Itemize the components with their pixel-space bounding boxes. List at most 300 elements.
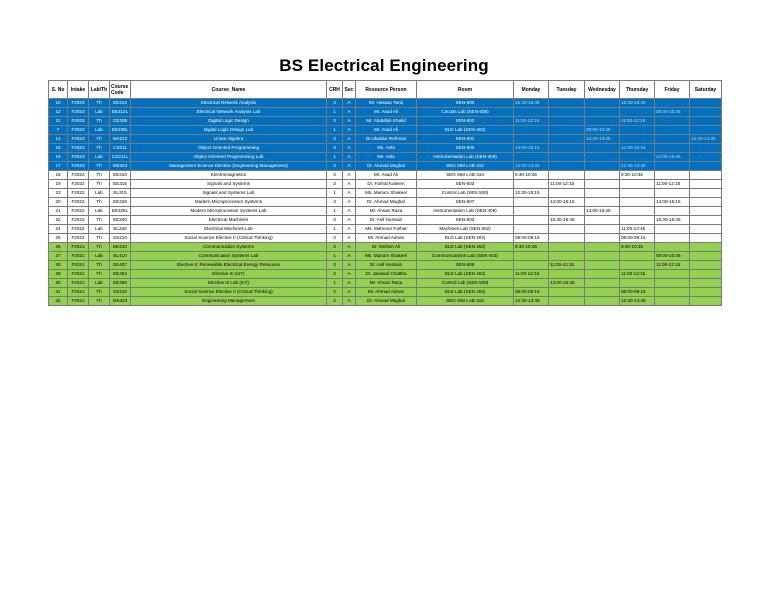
cell-thursday (620, 216, 655, 225)
cell-friday (655, 171, 690, 180)
cell-course-code: EE315 (110, 180, 131, 189)
cell-saturday: 12:30-13:45 (690, 135, 722, 144)
cell-resource-person: Dr. Farhat Kaleem (356, 180, 417, 189)
cell-room: DLD Lab (SEN 402) (417, 288, 514, 297)
cell-crh: 3 (327, 198, 343, 207)
cell-sec: A (343, 180, 356, 189)
cell-sec: A (343, 135, 356, 144)
table-row (49, 252, 722, 261)
cell-saturday (690, 171, 722, 180)
cell-resource-person: Mr. Hassan Tariq (356, 99, 417, 108)
cell-sno: 17 (49, 162, 68, 171)
cell-sno: 22 (49, 216, 68, 225)
cell-saturday (690, 297, 722, 306)
cell-friday (655, 144, 690, 153)
cell-lab-th: Lab (89, 108, 110, 117)
cell-course-name: Digital Logic Design (131, 117, 327, 126)
cell-course-name: Modern Microprocessor Systems Lab (131, 207, 327, 216)
table-row (49, 189, 722, 198)
cell-lab-th: Th (89, 270, 110, 279)
table-row (49, 126, 722, 135)
cell-friday: 15:30-16:45 (655, 216, 690, 225)
cell-intake: F2021 (68, 288, 89, 297)
cell-saturday (690, 207, 722, 216)
cell-course-name: Social Science Elective II (Critical Thinking) (131, 234, 327, 243)
cell-course-name: Elective III Lab (IoT) (131, 279, 327, 288)
cell-wednesday: 14:00-16:45 (585, 207, 620, 216)
table-row (49, 234, 722, 243)
cell-wednesday (585, 252, 620, 261)
cell-room: Instrumentation Lab (SEN 409) (417, 207, 514, 216)
cell-room: Circuits Lab (SEN-408) (417, 108, 514, 117)
cell-sno: 28 (49, 261, 68, 270)
cell-saturday (690, 162, 722, 171)
column-header-course-name: Course_Name (131, 81, 327, 99)
cell-sec: A (343, 144, 356, 153)
cell-monday: 08:00-09:15 (514, 288, 549, 297)
cell-wednesday (585, 234, 620, 243)
cell-thursday: 14:00-15:15 (620, 144, 655, 153)
cell-saturday (690, 243, 722, 252)
cell-sec: A (343, 126, 356, 135)
cell-friday: 11:00-12:15 (655, 180, 690, 189)
cell-monday (514, 180, 549, 189)
cell-tuesday (549, 144, 585, 153)
cell-wednesday (585, 117, 620, 126)
cell-monday: 12:30-15:15 (514, 189, 549, 198)
cell-course-code: EE407 (110, 261, 131, 270)
cell-lab-th: Lab (89, 189, 110, 198)
table-row (49, 171, 722, 180)
cell-sec: A (343, 117, 356, 126)
cell-tuesday (549, 108, 585, 117)
cell-course-name: Electrical Network Analysis (131, 99, 327, 108)
cell-sno: 15 (49, 144, 68, 153)
cell-friday (655, 207, 690, 216)
cell-crh: 3 (327, 144, 343, 153)
cell-resource-person: Mr. Ahsan Raza (356, 279, 417, 288)
cell-friday (655, 243, 690, 252)
cell-course-name: Linear Algebra (131, 135, 327, 144)
cell-sno: 31 (49, 288, 68, 297)
cell-wednesday (585, 162, 620, 171)
cell-crh: 3 (327, 270, 343, 279)
cell-thursday (620, 189, 655, 198)
cell-wednesday (585, 198, 620, 207)
cell-course-code: EE453 (110, 270, 131, 279)
cell-course-name: Electromagnetics (131, 171, 327, 180)
cell-thursday (620, 153, 655, 162)
cell-sno: 24 (49, 225, 68, 234)
cell-course-code: EE310 (110, 171, 131, 180)
cell-sec: A (343, 198, 356, 207)
cell-tuesday: 14:00-15:15 (549, 198, 585, 207)
cell-course-name: Social Science Elective II (Critical Thinking) (131, 288, 327, 297)
cell-friday (655, 162, 690, 171)
cell-monday: 14:00-15:15 (514, 144, 549, 153)
cell-wednesday (585, 288, 620, 297)
cell-course-code: SS210 (110, 234, 131, 243)
cell-crh: 1 (327, 108, 343, 117)
cell-course-code: EL340 (110, 225, 131, 234)
cell-thursday: 9:30-10:45 (620, 243, 655, 252)
column-header-room: Room (417, 81, 514, 99)
cell-saturday (690, 225, 722, 234)
table-row (49, 117, 722, 126)
cell-room: SEN-603 (417, 99, 514, 108)
cell-sno: 16 (49, 153, 68, 162)
cell-resource-person: Dr.Ubaidur Rehman (356, 135, 417, 144)
table-row (49, 135, 722, 144)
cell-saturday (690, 216, 722, 225)
table-row (49, 153, 722, 162)
cell-course-code: CS211 (110, 144, 131, 153)
cell-course-name: Digital Logic Design Lab (131, 126, 327, 135)
cell-resource-person: Dr. Asif Hussain (356, 216, 417, 225)
cell-lab-th: Th (89, 243, 110, 252)
cell-wednesday (585, 171, 620, 180)
timetable (48, 80, 722, 306)
cell-sec: A (343, 153, 356, 162)
cell-course-name: Engineering Management (131, 297, 327, 306)
cell-thursday (620, 207, 655, 216)
cell-saturday (690, 180, 722, 189)
cell-monday (514, 198, 549, 207)
table-row (49, 144, 722, 153)
cell-tuesday (549, 162, 585, 171)
cell-crh: 2 (327, 288, 343, 297)
cell-sec: A (343, 216, 356, 225)
cell-wednesday (585, 297, 620, 306)
cell-lab-th: Th (89, 180, 110, 189)
cell-crh: 3 (327, 117, 343, 126)
cell-friday: 08:00-10:45 (655, 108, 690, 117)
table-row (49, 198, 722, 207)
table-row (49, 108, 722, 117)
table-row (49, 162, 722, 171)
cell-lab-th: Th (89, 216, 110, 225)
cell-sec: A (343, 270, 356, 279)
cell-wednesday (585, 261, 620, 270)
table-row (49, 270, 722, 279)
header-row (49, 81, 722, 99)
cell-monday (514, 108, 549, 117)
cell-wednesday (585, 279, 620, 288)
cell-wednesday (585, 225, 620, 234)
cell-intake: F2021 (68, 243, 89, 252)
cell-tuesday (549, 225, 585, 234)
cell-tuesday: 15:30-16:45 (549, 216, 585, 225)
cell-monday (514, 126, 549, 135)
cell-lab-th: Lab (89, 225, 110, 234)
cell-sec: A (343, 243, 356, 252)
cell-friday: 08:00-10:45 (655, 252, 690, 261)
column-header-resource-person: Resource Person (356, 81, 417, 99)
cell-wednesday (585, 153, 620, 162)
cell-room: DLD Lab (SEN 402) (417, 234, 514, 243)
cell-resource-person: Mr. Ahmad Adnan (356, 288, 417, 297)
cell-wednesday (585, 243, 620, 252)
cell-intake: F2021 (68, 297, 89, 306)
cell-room: Control Lab (SEN 509) (417, 189, 514, 198)
cell-sec: A (343, 279, 356, 288)
cell-intake: F2021 (68, 279, 89, 288)
cell-sno: 23 (49, 189, 68, 198)
cell-friday: 11:00-12:15 (655, 261, 690, 270)
cell-sno: 25 (49, 234, 68, 243)
cell-room: DLD Lab (SEN-402) (417, 126, 514, 135)
cell-course-name: Object Oriented Programming Lab (131, 153, 327, 162)
cell-friday (655, 234, 690, 243)
cell-resource-person: Mr. Abdullah Khalid (356, 117, 417, 126)
cell-course-name: Electrical Machines Lab (131, 225, 327, 234)
cell-crh: 3 (327, 234, 343, 243)
cell-lab-th: Th (89, 171, 110, 180)
cell-resource-person: Mr. Ahsan Raza (356, 207, 417, 216)
cell-resource-person: Dr. Ahmad Mughal (356, 297, 417, 306)
cell-sec: A (343, 207, 356, 216)
cell-thursday (620, 180, 655, 189)
cell-friday (655, 135, 690, 144)
cell-resource-person: Ms. Mahnoor Farhat (356, 225, 417, 234)
cell-thursday (620, 135, 655, 144)
cell-monday (514, 135, 549, 144)
cell-course-name: Signals and Systems (131, 180, 327, 189)
column-header-lab-th: Lab/Th (89, 81, 110, 99)
cell-room: DLD Lab (SEN 402) (417, 243, 514, 252)
cell-intake: F2023 (68, 135, 89, 144)
cell-course-code: SS210 (110, 288, 131, 297)
cell-saturday (690, 234, 722, 243)
cell-monday: 12:30-13:45 (514, 297, 549, 306)
cell-course-name: Electrical Machines (131, 216, 327, 225)
cell-thursday (620, 252, 655, 261)
cell-thursday: 12:30-13:45 (620, 162, 655, 171)
cell-sec: A (343, 108, 356, 117)
cell-course-code: EE328 (110, 198, 131, 207)
cell-intake: F2023 (68, 162, 89, 171)
table-row (49, 297, 722, 306)
cell-resource-person: Ms. Marium Shakeel (356, 252, 417, 261)
cell-course-code: MA212 (110, 135, 131, 144)
cell-course-name: Electrical Network Analysis Lab (131, 108, 327, 117)
cell-intake: F2022 (68, 198, 89, 207)
table-row (49, 99, 722, 108)
cell-friday (655, 117, 690, 126)
cell-saturday (690, 153, 722, 162)
cell-tuesday (549, 135, 585, 144)
cell-thursday: 11:00-13:45 (620, 225, 655, 234)
cell-monday: 15:30-16:45 (514, 99, 549, 108)
cell-saturday (690, 279, 722, 288)
cell-crh: 1 (327, 126, 343, 135)
cell-sno: 14 (49, 135, 68, 144)
cell-lab-th: Lab (89, 207, 110, 216)
cell-sno: 30 (49, 279, 68, 288)
cell-saturday (690, 252, 722, 261)
cell-room: SEN-601 (417, 135, 514, 144)
cell-lab-th: Th (89, 135, 110, 144)
cell-saturday (690, 108, 722, 117)
cell-course-code: EE328L (110, 207, 131, 216)
cell-crh: 3 (327, 162, 343, 171)
cell-lab-th: Th (89, 261, 110, 270)
table-row (49, 279, 722, 288)
cell-monday: 9:30-10:45 (514, 171, 549, 180)
cell-tuesday: 14:00-16:45 (549, 279, 585, 288)
cell-tuesday: 11:00-12:15 (549, 180, 585, 189)
cell-room: Instrumentation Lab (SEN-409) (417, 153, 514, 162)
cell-crh: 3 (327, 135, 343, 144)
cell-lab-th: Th (89, 117, 110, 126)
cell-sec: A (343, 225, 356, 234)
cell-monday (514, 225, 549, 234)
cell-crh: 1 (327, 279, 343, 288)
cell-saturday (690, 189, 722, 198)
cell-wednesday (585, 180, 620, 189)
cell-sno: 11 (49, 117, 68, 126)
cell-resource-person: Mr. Asad Ali (356, 108, 417, 117)
cell-resource-person: Dr. Ahmad Mughal (356, 162, 417, 171)
cell-intake: F2022 (68, 225, 89, 234)
cell-tuesday: 11:00-12:15 (549, 261, 585, 270)
cell-monday: 12:30-13:45 (514, 162, 549, 171)
cell-wednesday: 08:00-10:45 (585, 126, 620, 135)
cell-lab-th: Th (89, 297, 110, 306)
cell-room: SEN-603 (417, 216, 514, 225)
cell-sno: 18 (49, 171, 68, 180)
cell-thursday (620, 261, 655, 270)
cell-wednesday: 12:30-13:45 (585, 135, 620, 144)
column-header-wednesday: Wednesday (585, 81, 620, 99)
cell-lab-th: Th (89, 234, 110, 243)
table-row (49, 243, 722, 252)
cell-crh: 3 (327, 171, 343, 180)
cell-lab-th: Lab (89, 252, 110, 261)
cell-sno: 19 (49, 180, 68, 189)
cell-sno: 12 (49, 108, 68, 117)
cell-resource-person: Dr. Jawwad Chattha (356, 270, 417, 279)
cell-sno: 29 (49, 270, 68, 279)
cell-course-code: MS323 (110, 162, 131, 171)
cell-course-code: EL410 (110, 252, 131, 261)
cell-room: SEN SIM LAB 310 (417, 171, 514, 180)
cell-resource-person: Mr. Asad Ali (356, 171, 417, 180)
cell-lab-th: Th (89, 144, 110, 153)
cell-thursday: 11:00-12:15 (620, 117, 655, 126)
cell-course-code: MS323 (110, 297, 131, 306)
cell-sno: 27 (49, 252, 68, 261)
cell-tuesday (549, 288, 585, 297)
cell-friday: 14:00-15:15 (655, 198, 690, 207)
cell-thursday: 12:30-13:45 (620, 297, 655, 306)
cell-sno: 26 (49, 243, 68, 252)
cell-intake: F2022 (68, 171, 89, 180)
cell-intake: F2023 (68, 117, 89, 126)
cell-course-code: EE212 (110, 99, 131, 108)
table-row (49, 207, 722, 216)
cell-intake: F2021 (68, 252, 89, 261)
cell-wednesday (585, 108, 620, 117)
cell-lab-th: Lab (89, 279, 110, 288)
cell-saturday (690, 198, 722, 207)
column-header-thursday: Thursday (620, 81, 655, 99)
cell-resource-person: Mr. Ahmad Adnan (356, 234, 417, 243)
cell-wednesday (585, 216, 620, 225)
cell-sec: A (343, 288, 356, 297)
cell-friday (655, 297, 690, 306)
cell-tuesday (549, 126, 585, 135)
cell-monday (514, 153, 549, 162)
cell-crh: 3 (327, 261, 343, 270)
column-header-tuesday: Tuesday (549, 81, 585, 99)
cell-course-code: CS211L (110, 153, 131, 162)
cell-sno: 10 (49, 99, 68, 108)
cell-intake: F2021 (68, 261, 89, 270)
column-header-saturday: Saturday (690, 81, 722, 99)
cell-intake: F2023 (68, 153, 89, 162)
cell-thursday: 08:00-09:15 (620, 234, 655, 243)
cell-room: SEN-603 (417, 144, 514, 153)
column-header-intake: Intake (68, 81, 89, 99)
cell-room: SEN-603 (417, 180, 514, 189)
cell-resource-person: Dr. Asif Hussain (356, 261, 417, 270)
cell-room: DLD Lab (SEN 402) (417, 270, 514, 279)
cell-friday (655, 189, 690, 198)
cell-room: Control Lab (SEN 509) (417, 279, 514, 288)
cell-tuesday (549, 297, 585, 306)
cell-sec: A (343, 297, 356, 306)
cell-intake: F2023 (68, 108, 89, 117)
cell-saturday (690, 288, 722, 297)
cell-course-name: Elective III (IoT) (131, 270, 327, 279)
cell-crh: 1 (327, 207, 343, 216)
cell-saturday (690, 144, 722, 153)
table-row (49, 288, 722, 297)
cell-sno: 32 (49, 297, 68, 306)
table-row (49, 261, 722, 270)
table-row (49, 180, 722, 189)
cell-course-name: Communication Systems Lab (131, 252, 327, 261)
column-header-crh: CRH (327, 81, 343, 99)
cell-friday (655, 279, 690, 288)
cell-resource-person: Dr. Mohsin Ali (356, 243, 417, 252)
cell-resource-person: Dr. Ahmad Mughal (356, 198, 417, 207)
cell-course-code: EL315 (110, 189, 131, 198)
cell-room: SEN SIM LAB 310 (417, 162, 514, 171)
cell-monday (514, 207, 549, 216)
cell-tuesday (549, 117, 585, 126)
cell-tuesday (549, 234, 585, 243)
column-header-sno: S. No (49, 81, 68, 99)
cell-sec: A (343, 252, 356, 261)
cell-course-code: EE239L (110, 126, 131, 135)
cell-crh: 1 (327, 225, 343, 234)
column-header-sec: Sec (343, 81, 356, 99)
cell-thursday: 9:30-10:45 (620, 171, 655, 180)
cell-friday (655, 126, 690, 135)
cell-crh: 2 (327, 297, 343, 306)
cell-friday (655, 99, 690, 108)
cell-resource-person: Ms. Asfa (356, 144, 417, 153)
table-row (49, 225, 722, 234)
cell-wednesday (585, 99, 620, 108)
cell-sec: A (343, 189, 356, 198)
cell-course-name: Object Oriented Programming (131, 144, 327, 153)
cell-sno: 21 (49, 207, 68, 216)
cell-course-code: CE339 (110, 117, 131, 126)
cell-resource-person: Ms. Asfa (356, 153, 417, 162)
